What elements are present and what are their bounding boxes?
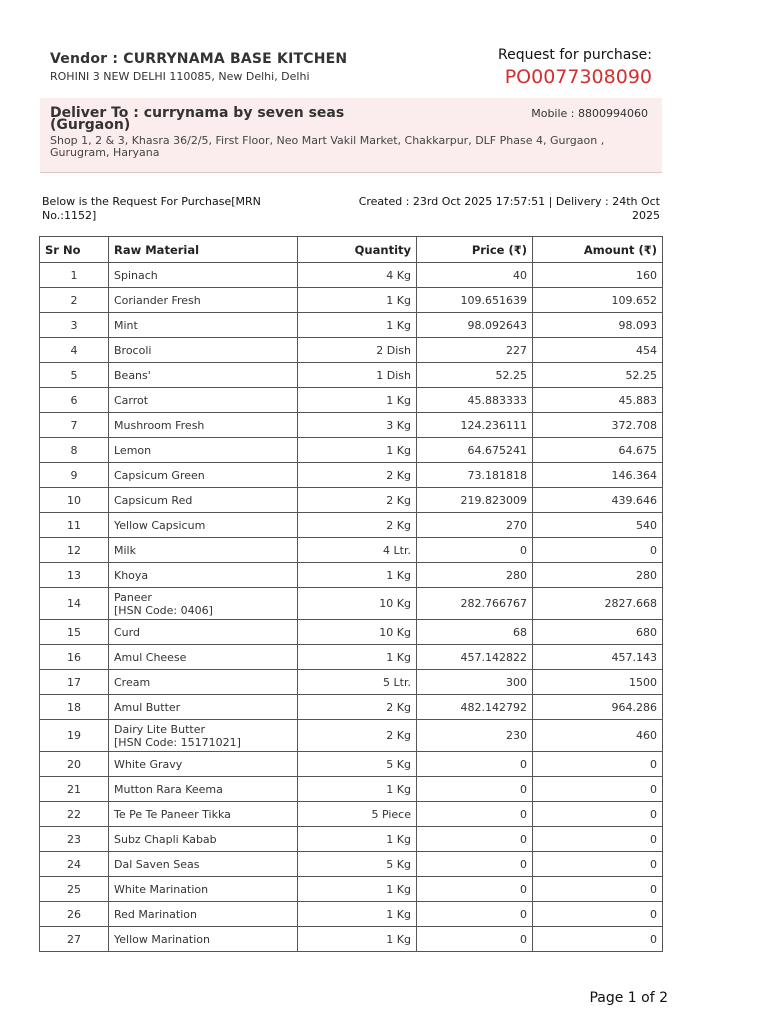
vendor-title: Vendor : CURRYNAMA BASE KITCHEN [50, 51, 348, 67]
material-name: Cream [114, 675, 151, 689]
row-amount: 0 [533, 827, 663, 852]
table-row [40, 563, 663, 588]
row-price: 124.236111 [417, 413, 533, 438]
row-amount: 460 [533, 720, 663, 752]
row-price: 0 [417, 538, 533, 563]
material-name: Subz Chapli Kabab [114, 832, 217, 846]
header-price: Price (₹) [417, 237, 533, 263]
row-raw-material [109, 563, 298, 588]
row-raw-material [109, 363, 298, 388]
row-sr-no: 9 [40, 463, 109, 488]
row-raw-material [109, 438, 298, 463]
material-name: Red Marination [114, 907, 197, 921]
table-row [40, 388, 663, 413]
material-name: Mutton Rara Keema [114, 782, 223, 796]
row-price: 98.092643 [417, 313, 533, 338]
row-quantity: 1 Kg [298, 438, 417, 463]
header-sr-no: Sr No [40, 237, 109, 263]
row-quantity: 1 Kg [298, 877, 417, 902]
row-quantity: 1 Kg [298, 827, 417, 852]
row-amount: 0 [533, 777, 663, 802]
row-price: 282.766767 [417, 588, 533, 620]
row-amount: 0 [533, 802, 663, 827]
row-quantity: 3 Kg [298, 413, 417, 438]
row-amount: 540 [533, 513, 663, 538]
table-row [40, 645, 663, 670]
row-sr-no: 21 [40, 777, 109, 802]
row-sr-no: 23 [40, 827, 109, 852]
table-row [40, 877, 663, 902]
row-sr-no: 7 [40, 413, 109, 438]
row-raw-material [109, 338, 298, 363]
row-sr-no: 14 [40, 588, 109, 620]
material-name: Capsicum Red [114, 493, 193, 507]
row-raw-material [109, 695, 298, 720]
row-amount: 146.364 [533, 463, 663, 488]
table-row [40, 363, 663, 388]
row-price: 0 [417, 752, 533, 777]
row-quantity: 1 Kg [298, 288, 417, 313]
row-quantity: 2 Kg [298, 695, 417, 720]
row-raw-material [109, 645, 298, 670]
material-name: Spinach [114, 268, 158, 282]
material-name: Capsicum Green [114, 468, 205, 482]
page-number: Page 1 of 2 [589, 990, 668, 1006]
row-sr-no: 26 [40, 902, 109, 927]
row-price: 109.651639 [417, 288, 533, 313]
row-price: 0 [417, 852, 533, 877]
row-quantity: 4 Kg [298, 263, 417, 288]
row-quantity: 1 Kg [298, 563, 417, 588]
row-amount: 1500 [533, 670, 663, 695]
created-delivery-dates: Created : 23rd Oct 2025 17:57:51 | Delivery : 24th Oct 2025 [358, 195, 660, 222]
row-sr-no: 24 [40, 852, 109, 877]
row-price: 40 [417, 263, 533, 288]
material-name: Brocoli [114, 343, 152, 357]
row-price: 300 [417, 670, 533, 695]
row-sr-no: 3 [40, 313, 109, 338]
row-quantity: 2 Kg [298, 463, 417, 488]
row-raw-material [109, 513, 298, 538]
row-sr-no: 22 [40, 802, 109, 827]
row-amount: 0 [533, 877, 663, 902]
material-name: Carrot [114, 393, 149, 407]
table-row [40, 463, 663, 488]
row-raw-material [109, 620, 298, 645]
table-row [40, 413, 663, 438]
row-sr-no: 2 [40, 288, 109, 313]
row-price: 219.823009 [417, 488, 533, 513]
row-raw-material [109, 927, 298, 952]
items-table-header [40, 237, 663, 263]
table-row [40, 827, 663, 852]
table-row [40, 538, 663, 563]
table-row [40, 338, 663, 363]
row-amount: 64.675 [533, 438, 663, 463]
row-quantity: 10 Kg [298, 620, 417, 645]
row-price: 73.181818 [417, 463, 533, 488]
row-amount: 457.143 [533, 645, 663, 670]
material-name: Amul Butter [114, 700, 181, 714]
row-price: 280 [417, 563, 533, 588]
row-price: 0 [417, 877, 533, 902]
row-raw-material [109, 670, 298, 695]
items-table [39, 236, 663, 952]
row-quantity: 1 Kg [298, 902, 417, 927]
row-sr-no: 5 [40, 363, 109, 388]
row-amount: 45.883 [533, 388, 663, 413]
row-raw-material [109, 802, 298, 827]
row-amount: 964.286 [533, 695, 663, 720]
row-raw-material [109, 288, 298, 313]
deliver-address: Shop 1, 2 & 3, Khasra 36/2/5, First Floor, Neo Mart Vakil Market, Chakkarpur, DLF Phase 4, Gurgaon , Gurugram, Haryana [50, 134, 605, 159]
intro-text: Below is the Request For Purchase[MRN No.:1152] [42, 195, 261, 222]
row-raw-material [109, 777, 298, 802]
row-price: 0 [417, 802, 533, 827]
row-quantity: 2 Dish [298, 338, 417, 363]
header-raw-material: Raw Material [109, 237, 298, 263]
row-quantity: 5 Kg [298, 752, 417, 777]
material-name: Mint [114, 318, 138, 332]
row-raw-material [109, 902, 298, 927]
row-sr-no: 17 [40, 670, 109, 695]
row-quantity: 10 Kg [298, 588, 417, 620]
row-price: 64.675241 [417, 438, 533, 463]
row-raw-material [109, 827, 298, 852]
header-amount: Amount (₹) [533, 237, 663, 263]
row-raw-material [109, 852, 298, 877]
row-raw-material [109, 538, 298, 563]
row-sr-no: 13 [40, 563, 109, 588]
table-row [40, 288, 663, 313]
material-name: Mushroom Fresh [114, 418, 205, 432]
table-row [40, 620, 663, 645]
material-name: Coriander Fresh [114, 293, 201, 307]
material-name: White Marination [114, 882, 209, 896]
row-raw-material [109, 877, 298, 902]
material-name: Lemon [114, 443, 152, 457]
table-row [40, 777, 663, 802]
material-name: Milk [114, 543, 136, 557]
row-quantity: 5 Piece [298, 802, 417, 827]
row-amount: 160 [533, 263, 663, 288]
table-row [40, 802, 663, 827]
row-quantity: 5 Ltr. [298, 670, 417, 695]
row-sr-no: 18 [40, 695, 109, 720]
row-raw-material [109, 388, 298, 413]
row-sr-no: 25 [40, 877, 109, 902]
material-name: Yellow Marination [114, 932, 210, 946]
row-price: 227 [417, 338, 533, 363]
material-name: Dairy Lite Butter [114, 722, 205, 736]
row-quantity: 1 Kg [298, 388, 417, 413]
material-name: Amul Cheese [114, 650, 187, 664]
table-row [40, 752, 663, 777]
row-price: 0 [417, 902, 533, 927]
material-name: Beans' [114, 368, 151, 382]
row-raw-material [109, 488, 298, 513]
row-sr-no: 20 [40, 752, 109, 777]
row-quantity: 1 Kg [298, 645, 417, 670]
items-table-body [40, 263, 663, 952]
row-amount: 0 [533, 927, 663, 952]
table-row [40, 438, 663, 463]
material-name: Khoya [114, 568, 149, 582]
row-raw-material [109, 263, 298, 288]
row-amount: 454 [533, 338, 663, 363]
row-raw-material [109, 752, 298, 777]
table-row [40, 720, 663, 752]
row-sr-no: 11 [40, 513, 109, 538]
table-row [40, 670, 663, 695]
row-raw-material [109, 720, 298, 752]
row-price: 270 [417, 513, 533, 538]
row-sr-no: 12 [40, 538, 109, 563]
table-row [40, 852, 663, 877]
header-quantity: Quantity [298, 237, 417, 263]
row-amount: 2827.668 [533, 588, 663, 620]
table-row [40, 488, 663, 513]
row-quantity: 2 Kg [298, 720, 417, 752]
row-amount: 372.708 [533, 413, 663, 438]
material-name: Paneer [114, 590, 152, 604]
hsn-code: [HSN Code: 15171021] [114, 735, 241, 749]
row-amount: 439.646 [533, 488, 663, 513]
row-amount: 280 [533, 563, 663, 588]
material-name: Te Pe Te Paneer Tikka [114, 807, 231, 821]
row-price: 230 [417, 720, 533, 752]
row-sr-no: 27 [40, 927, 109, 952]
row-price: 0 [417, 827, 533, 852]
row-price: 457.142822 [417, 645, 533, 670]
table-row [40, 263, 663, 288]
row-raw-material [109, 313, 298, 338]
row-price: 0 [417, 927, 533, 952]
row-amount: 52.25 [533, 363, 663, 388]
material-name: Curd [114, 625, 140, 639]
row-sr-no: 16 [40, 645, 109, 670]
row-raw-material [109, 588, 298, 620]
row-amount: 680 [533, 620, 663, 645]
table-row [40, 513, 663, 538]
row-price: 0 [417, 777, 533, 802]
row-quantity: 5 Kg [298, 852, 417, 877]
table-row [40, 588, 663, 620]
row-quantity: 1 Kg [298, 313, 417, 338]
row-amount: 98.093 [533, 313, 663, 338]
row-price: 68 [417, 620, 533, 645]
row-quantity: 1 Kg [298, 777, 417, 802]
hsn-code: [HSN Code: 0406] [114, 603, 213, 617]
row-amount: 109.652 [533, 288, 663, 313]
row-price: 45.883333 [417, 388, 533, 413]
request-label: Request for purchase: [498, 47, 652, 63]
row-quantity: 4 Ltr. [298, 538, 417, 563]
row-quantity: 1 Dish [298, 363, 417, 388]
row-quantity: 1 Kg [298, 927, 417, 952]
material-name: Yellow Capsicum [114, 518, 206, 532]
request-number: PO0077308090 [504, 66, 652, 88]
vendor-address: ROHINI 3 NEW DELHI 110085, New Delhi, Delhi [50, 70, 310, 83]
row-amount: 0 [533, 852, 663, 877]
row-price: 482.142792 [417, 695, 533, 720]
deliver-box [40, 98, 662, 173]
deliver-mobile: Mobile : 8800994060 [531, 107, 648, 120]
table-row [40, 927, 663, 952]
material-name: Dal Saven Seas [114, 857, 200, 871]
row-raw-material [109, 463, 298, 488]
row-sr-no: 15 [40, 620, 109, 645]
material-name: White Gravy [114, 757, 183, 771]
row-sr-no: 4 [40, 338, 109, 363]
row-price: 52.25 [417, 363, 533, 388]
row-raw-material [109, 413, 298, 438]
row-sr-no: 6 [40, 388, 109, 413]
table-row [40, 902, 663, 927]
row-amount: 0 [533, 752, 663, 777]
deliver-title: Deliver To : currynama by seven seas (Gurgaon) [50, 105, 345, 133]
row-sr-no: 1 [40, 263, 109, 288]
row-quantity: 2 Kg [298, 513, 417, 538]
row-amount: 0 [533, 902, 663, 927]
row-quantity: 2 Kg [298, 488, 417, 513]
row-amount: 0 [533, 538, 663, 563]
table-row [40, 695, 663, 720]
row-sr-no: 8 [40, 438, 109, 463]
row-sr-no: 10 [40, 488, 109, 513]
row-sr-no: 19 [40, 720, 109, 752]
table-row [40, 313, 663, 338]
